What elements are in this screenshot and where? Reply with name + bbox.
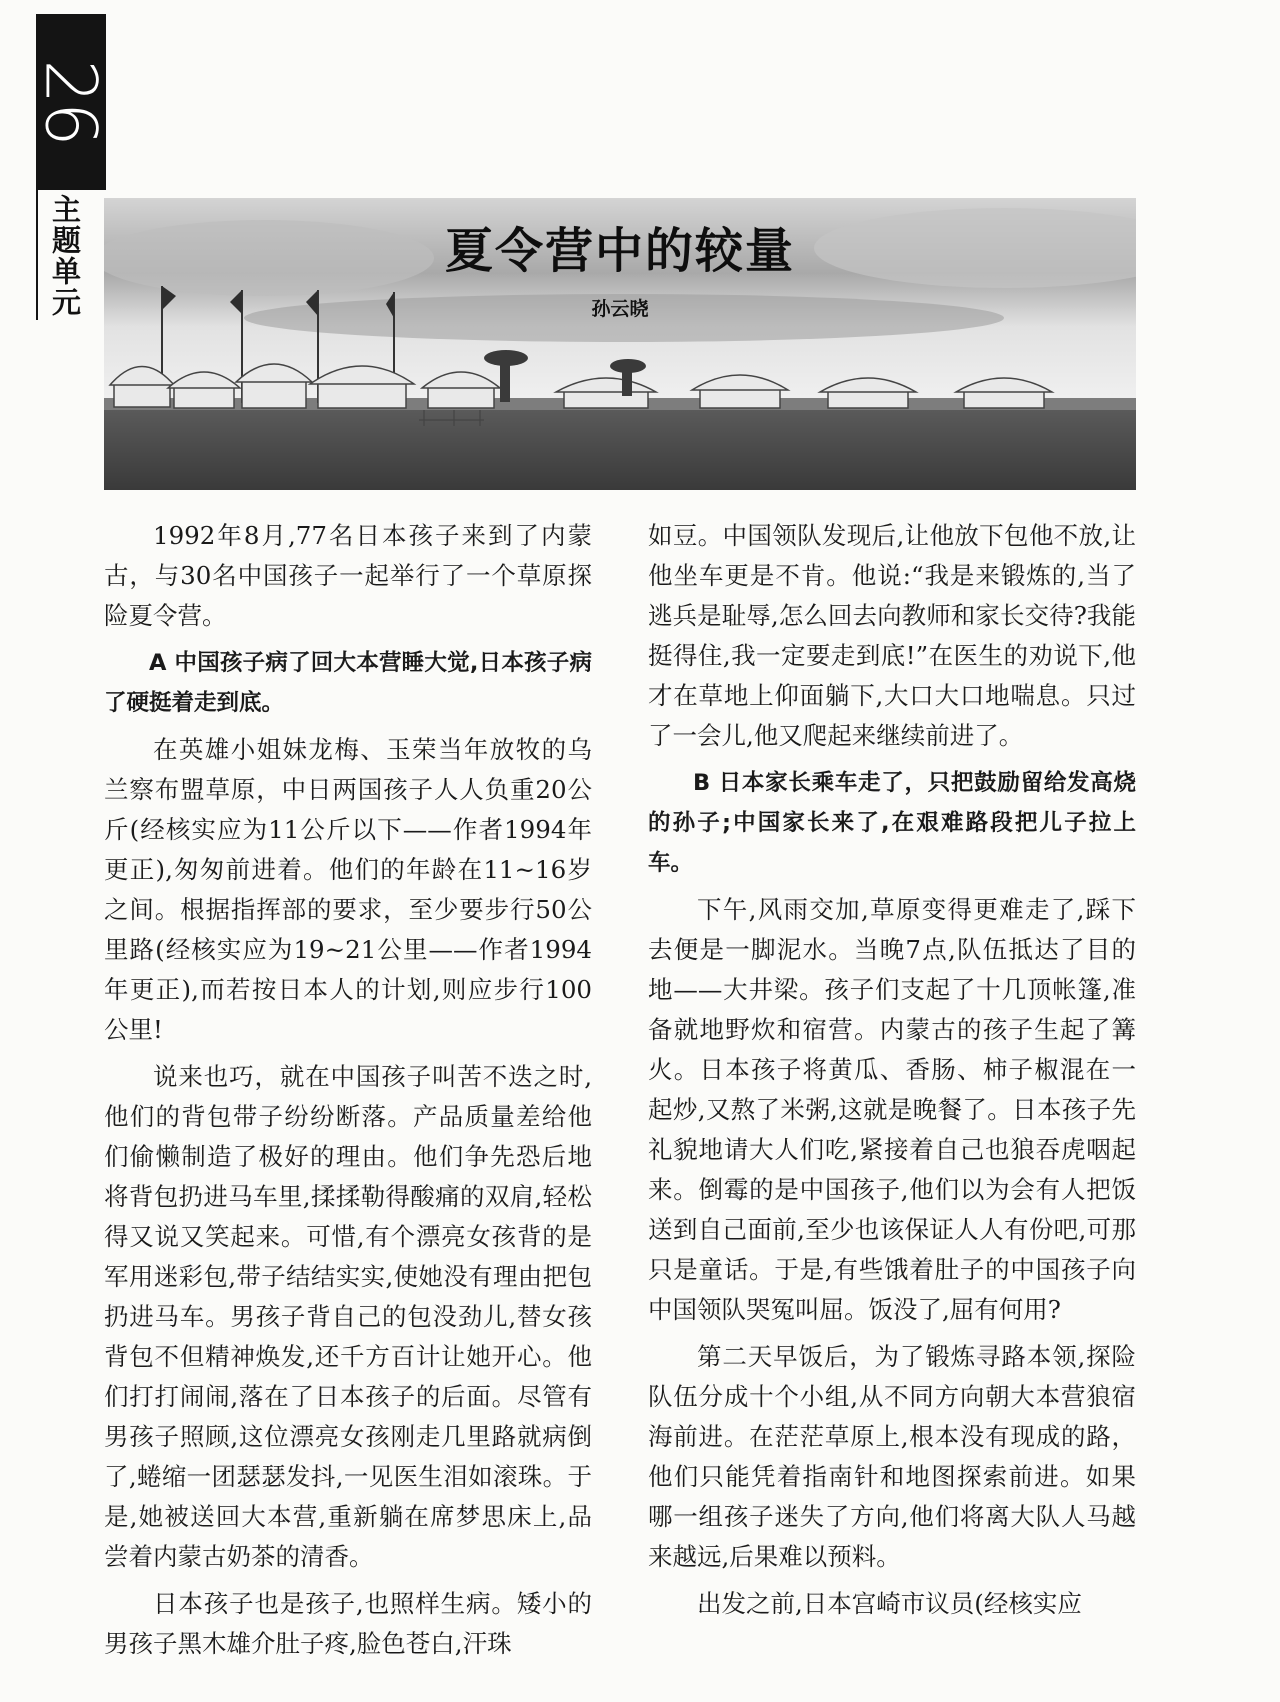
article-title: 夏令营中的较量 bbox=[444, 223, 795, 279]
section-heading-b: B 日本家长乘车走了，只把鼓励留给发高烧的孙子;中国家长来了,在艰难路段把儿子拉上车。 bbox=[648, 770, 1136, 876]
paragraph: 第二天早饭后，为了锻炼寻路本领,探险队伍分成十个小组,从不同方向朝大本营狼宿海前进。在茫茫草原上,根本没有现成的路，他们只能凭着指南针和地图探索前进。如果哪一组孩子迷失了方向,他们将离大队人马越来越远,后果难以预料。 bbox=[648, 1342, 1136, 1571]
article-author: 孙云晓 bbox=[591, 298, 649, 320]
page-number-tab bbox=[30, 14, 113, 190]
paragraph: 在英雄小姐妹龙梅、玉荣当年放牧的乌兰察布盟草原，中日两国孩子人人负重20公斤(经核实应为11公斤以下——作者1994年更正),匆匆前进着。他们的年龄在11~16岁之间。根据指挥部的要求，至少要步行50公里路(经核实应为19~21公里——作者1994年更正),而若按日本人的计划,则应步行100公里! bbox=[104, 735, 592, 1044]
paragraph-continued: 如豆。中国领队发现后,让他放下包他不放,让他坐车更是不肯。他说:“我是来锻炼的,当了逃兵是耻辱,怎么回去向教师和家长交待?我能挺得住,我一定要走到底!”在医生的劝说下,他才在草地上仰面躺下,大口大口地喘息。只过了一会儿,他又爬起来继续前进了。 bbox=[648, 521, 1136, 750]
page-number: 26 bbox=[30, 59, 113, 145]
paragraph: 1992年8月,77名日本孩子来到了内蒙古，与30名中国孩子一起举行了一个草原探险夏令营。 bbox=[104, 521, 592, 630]
paragraph: 下午,风雨交加,草原变得更难走了,踩下去便是一脚泥水。当晚7点,队伍抵达了目的地——大井梁。孩子们支起了十几顶帐篷,准备就地野炊和宿营。内蒙古的孩子生起了篝火。日本孩子将黄瓜、香肠、柿子椒混在一起炒,又熬了米粥,这就是晚餐了。日本孩子先礼貌地请大人们吃,紧接着自己也狼吞虎咽起来。倒霉的是中国孩子,他们以为会有人把饭送到自己面前,至少也该保证人人有份吧,可那只是童话。于是,有些饿着肚子的中国孩子向中国领队哭冤叫屈。饭没了,屈有何用? bbox=[648, 895, 1136, 1324]
paragraph: 日本孩子也是孩子,也照样生病。矮小的男孩子黑木雄介肚子疼,脸色苍白,汗珠 bbox=[104, 1589, 592, 1658]
paragraph: 出发之前,日本宫崎市议员(经核实应 bbox=[697, 1589, 1082, 1618]
grassland bbox=[104, 410, 1136, 490]
paragraph: 说来也巧，就在中国孩子叫苦不迭之时,他们的背包带子纷纷断落。产品质量差给他们偷懒制造了极好的理由。他们争先恐后地将背包扔进马车里,揉揉勒得酸痛的双肩,轻松得又说又笑起来。可惜,有个漂亮女孩背的是军用迷彩包,带子结结实实,使她没有理由把包扔进马车。男孩子背自己的包没劲儿,替女孩背包不但精神焕发,还千方百计让她开心。他们打打闹闹,落在了日本孩子的后面。尽管有男孩子照顾,这位漂亮女孩刚走几里路就病倒了,蜷缩一团瑟瑟发抖,一见医生泪如滚珠。于是,她被送回大本营,重新躺在席梦思床上,品尝着内蒙古奶茶的清香。 bbox=[104, 1062, 592, 1571]
section-heading-a: A 中国孩子病了回大本营睡大觉,日本孩子病了硬挺着走到底。 bbox=[104, 650, 592, 716]
left-column bbox=[104, 516, 592, 1671]
banner-photo bbox=[104, 198, 1136, 490]
right-column bbox=[648, 516, 1136, 1631]
tab-rule bbox=[36, 190, 38, 320]
unit-label: 主题单元 bbox=[48, 194, 82, 318]
